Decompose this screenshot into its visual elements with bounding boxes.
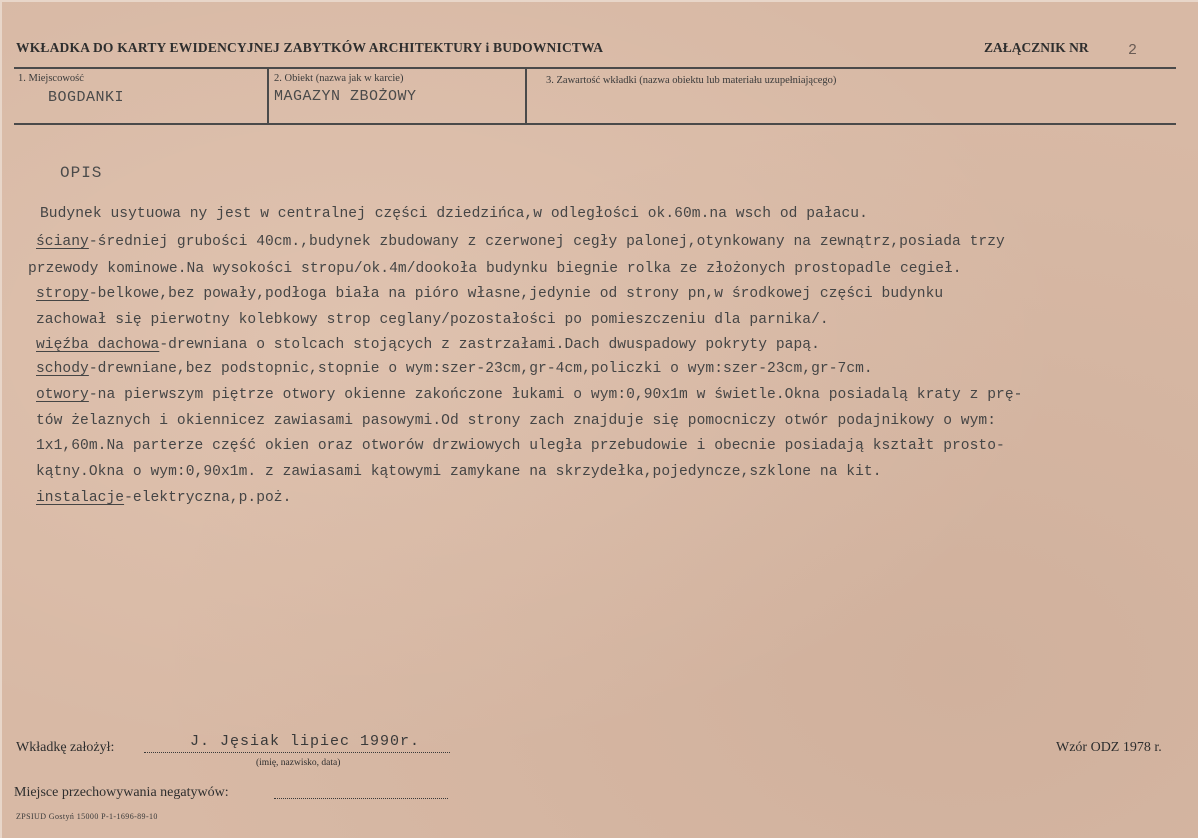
description-line: przewody kominowe.Na wysokości stropu/ok.4m/dookoła budynku biegnie rolka ze złożonych prostopadle cegieł. [28,261,962,277]
pattern-label: Wzór ODZ 1978 r. [1056,740,1162,755]
description-line: instalacje-elektryczna,p.poż. [36,490,292,506]
locality-label: 1. Miejscowość [18,73,84,84]
field-divider-2 [525,68,527,124]
author-label: Wkładkę założył: [16,740,115,755]
description-line: kątny.Okna o wym:0,90x1m. z zawiasami kątowymi zamykane na skrzydełka,pojedyncze,szklone na kit. [36,464,882,480]
author-dotted-line [144,752,450,753]
negatives-dotted-line [274,798,448,799]
description-line: 1x1,60m.Na parterze część okien oraz otworów drzwiowych uległa przebudowie i obecnie posiadają kształt prosto- [36,438,1005,454]
contents-label: 3. Zawartość wkładki (nazwa obiektu lub materiału uzupełniającego) [546,75,837,86]
author-hint: (imię, nazwisko, data) [256,758,341,768]
description-line: tów żelaznych i okiennicez zawiasami pasowymi.Od strony zach znajduje się pomocniczy otwór podajnikowy o wym: [36,413,997,429]
author-value: J. Jęsiak lipiec 1990r. [190,733,421,750]
description-line: Budynek usytuowa ny jest w centralnej części dziedzińca,w odległości ok.60m.na wsch od pałacu. [40,206,868,222]
description-line: stropy-belkowe,bez powały,podłoga biała na pióro własne,jedynie od strony pn,w środkowej części budynku [36,286,944,302]
header-top-rule [14,67,1176,69]
description-line: więźba dachowa-drewniana o stolcach stojących z zastrzałami.Dach dwuspadowy pokryty papą. [36,337,820,353]
header-bottom-rule [14,123,1176,125]
description-heading: OPIS [60,164,103,182]
annex-label: ZAŁĄCZNIK NR [984,40,1089,55]
description-line: schody-drewniane,bez podstopnic,stopnie o wym:szer-23cm,gr-4cm,policzki o wym:szer-23cm,gr-7cm. [36,361,873,377]
description-line: otwory-na pierwszym piętrze otwory okienne zakończone łukami o wym:0,90x1m w świetle.Okna posiadalą kraty z prę- [36,387,1023,403]
annex-number: 2 [1128,42,1138,59]
negatives-label: Miejsce przechowywania negatywów: [14,785,229,800]
object-value: MAGAZYN ZBOŻOWY [274,88,417,105]
print-info: ZPSIUD Gostyń 15000 P-1-1696-89-10 [16,812,158,821]
locality-value: BOGDANKI [48,89,125,106]
object-label: 2. Obiekt (nazwa jak w karcie) [274,73,404,84]
field-divider-1 [267,68,269,124]
description-line: zachował się pierwotny kolebkowy strop ceglany/pozostałości po pomieszczeniu dla parnika/. [36,312,829,328]
description-line: ściany-średniej grubości 40cm.,budynek zbudowany z czerwonej cegły palonej,otynkowany na zewnątrz,posiada trzy [36,234,1005,250]
form-title: WKŁADKA DO KARTY EWIDENCYJNEJ ZABYTKÓW ARCHITEKTURY i BUDOWNICTWA [16,40,604,55]
